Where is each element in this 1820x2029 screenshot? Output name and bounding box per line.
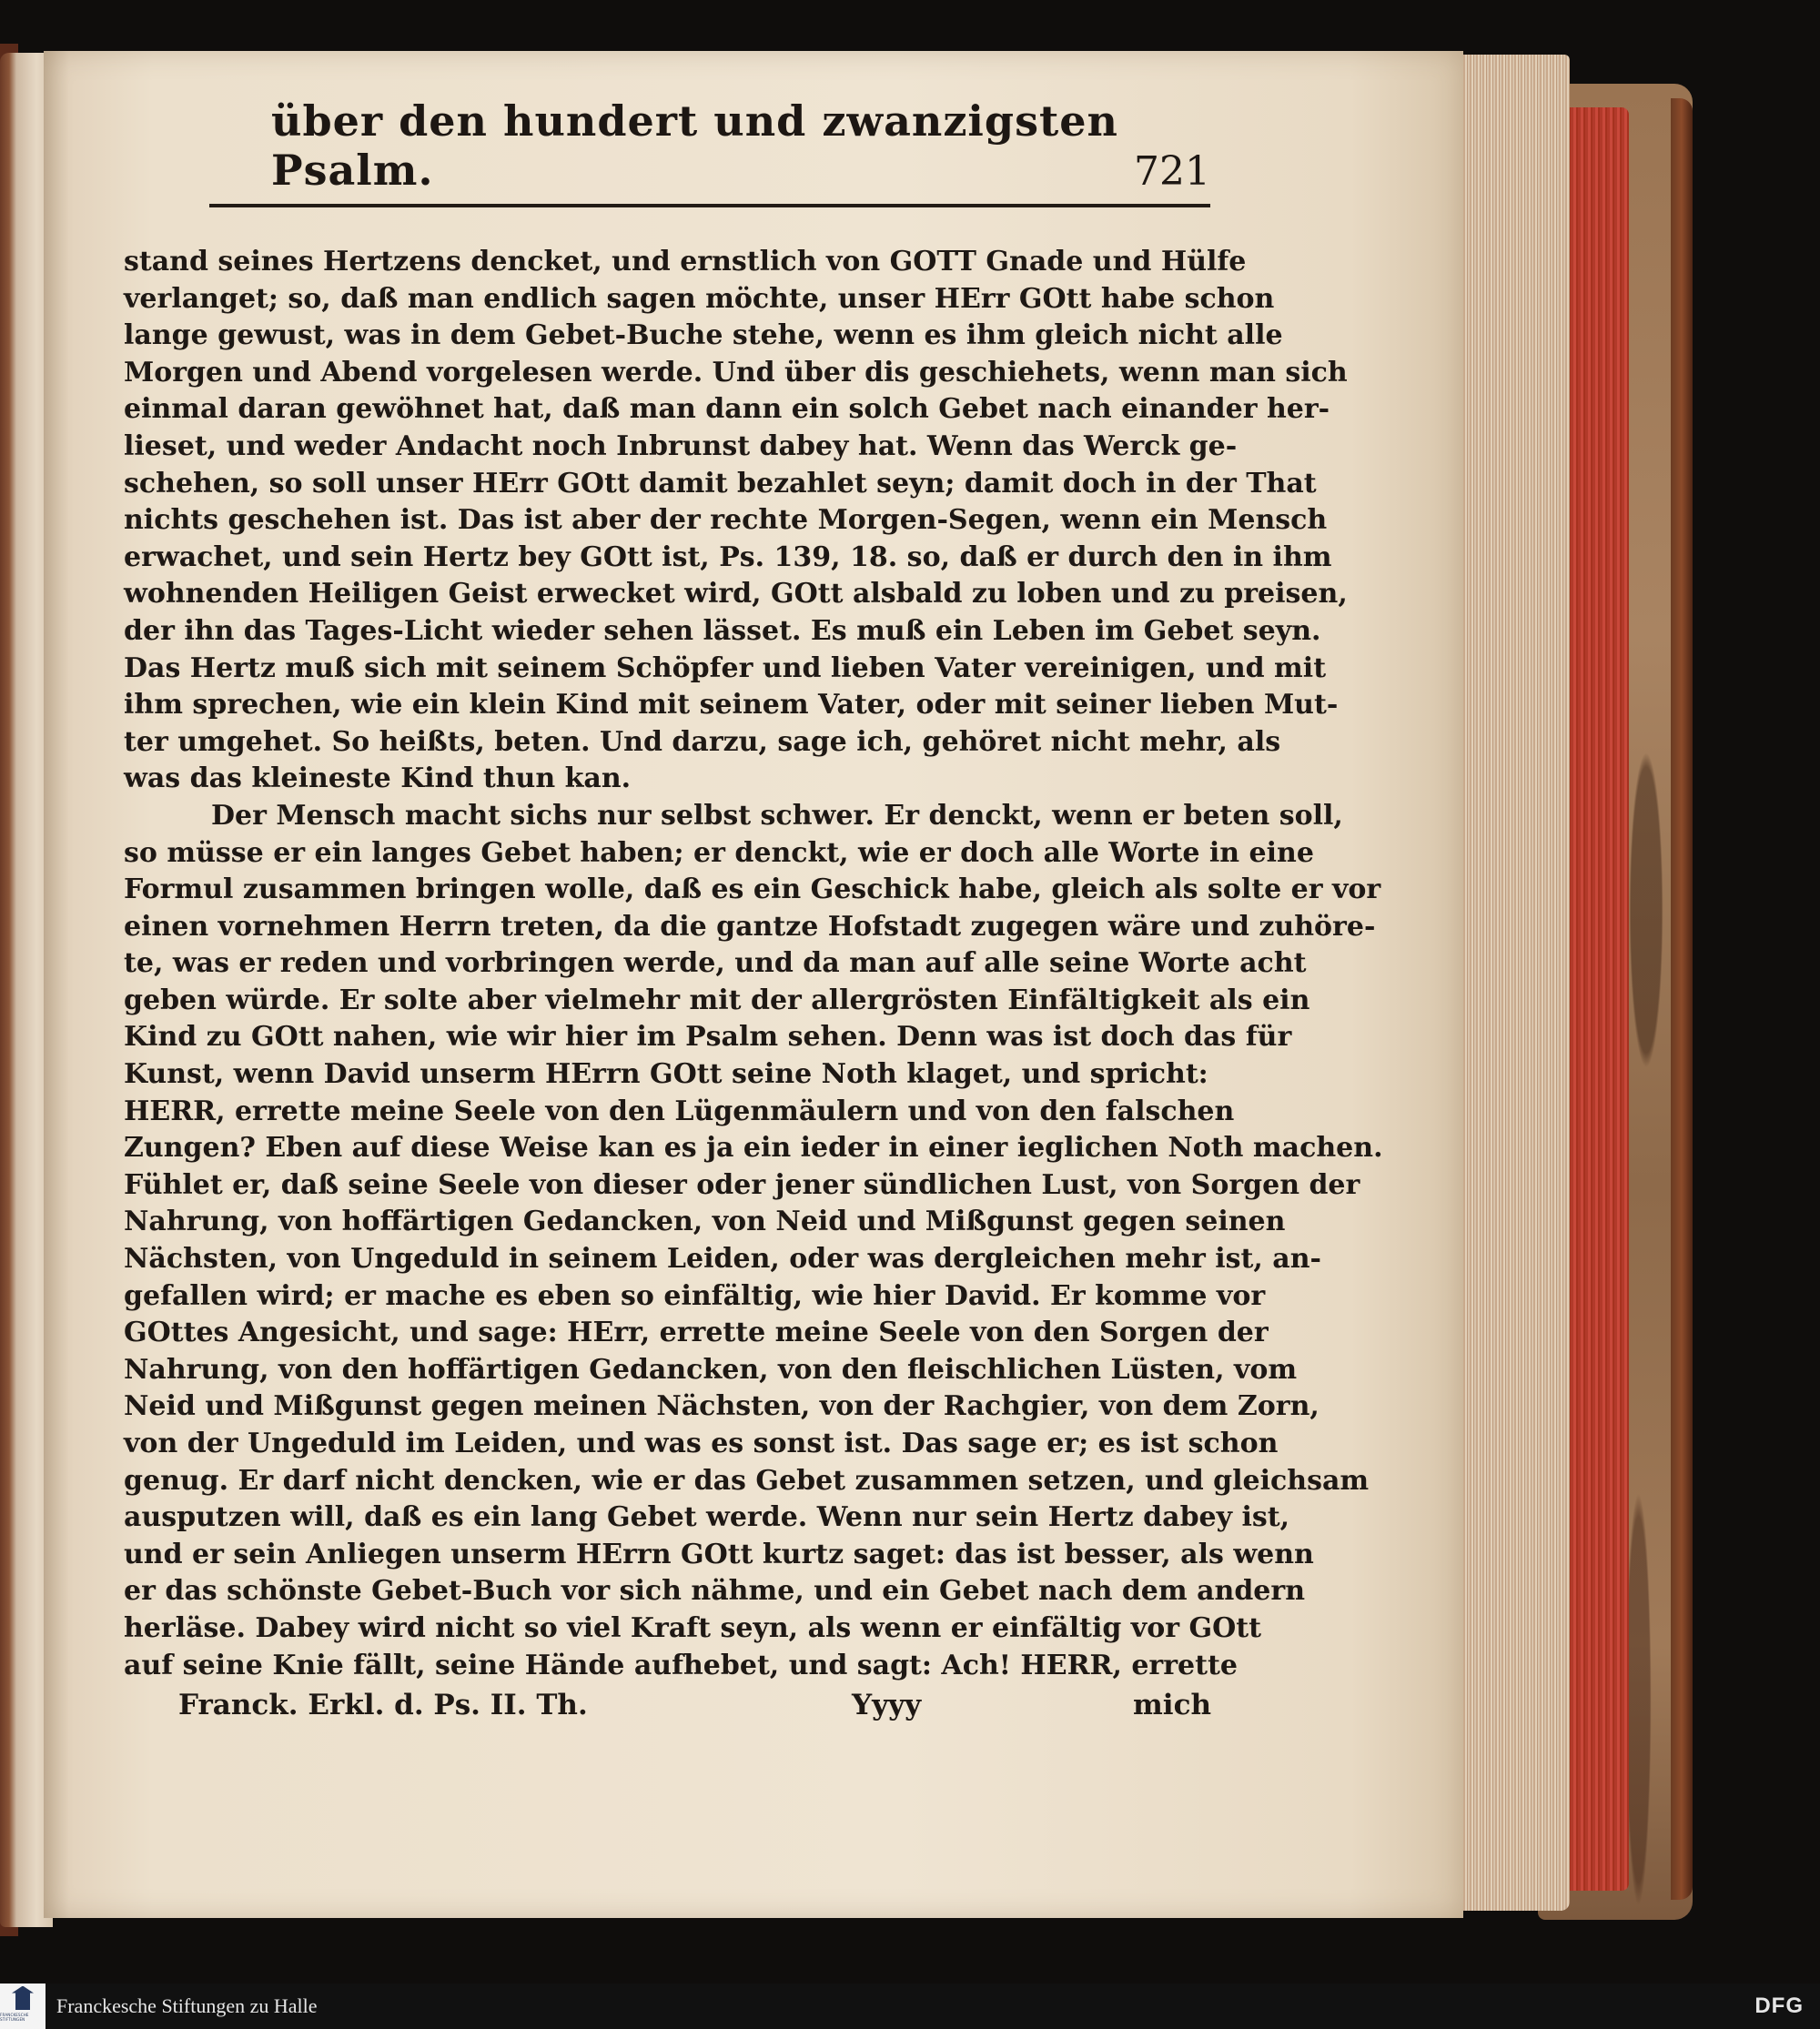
text-line: gefallen wird; er mache es eben so einfältig, wie hier David. Er komme vor: [124, 1279, 1266, 1312]
text-line: ausputzen will, daß es ein lang Gebet werde. Wenn nur sein Hertz dabey ist,: [124, 1501, 1290, 1534]
text-line: was das kleineste Kind thun kan.: [124, 762, 632, 795]
text-line: so müsse er ein langes Gebet haben; er denckt, wie er doch alle Worte in eine: [124, 836, 1314, 869]
text-line: geben würde. Er solte aber vielmehr mit der allergrösten Einfältigkeit als ein: [124, 984, 1310, 1016]
text-line: GOttes Angesicht, und sage: HErr, errette meine Seele von den Sorgen der: [124, 1317, 1269, 1349]
text-line: wohnenden Heiligen Geist erwecket wird, GOtt alsbald zu loben und zu preisen,: [124, 578, 1348, 611]
page-number: 721: [1134, 148, 1210, 195]
text-line: stand seines Hertzens dencket, und ernstlich von GOTT Gnade und Hülfe: [124, 246, 1247, 278]
red-page-edges: [1563, 107, 1629, 1891]
text-line: einen vornehmen Herrn treten, da die gantze Hofstadt zugegen wäre und zuhöre-: [124, 910, 1376, 943]
text-line: herläse. Dabey wird nicht so viel Kraft seyn, als wenn er einfältig vor GOtt: [124, 1611, 1261, 1644]
text-line: einmal daran gewöhnet hat, daß man dann ein solch Gebet nach einander her-: [124, 393, 1330, 426]
catchword: mich: [1133, 1689, 1211, 1721]
text-line: Das Hertz muß sich mit seinem Schöpfer und lieben Vater vereinigen, und mit: [124, 651, 1327, 684]
text-line: verlanget; so, daß man endlich sagen möchte, unser HErr GOtt habe schon: [124, 282, 1275, 315]
text-line: Fühlet er, daß seine Seele von dieser oder jener sündlichen Lust, von Sorgen der: [124, 1168, 1360, 1201]
text-line: schehen, so soll unser HErr GOtt damit bezahlet seyn; damit doch in der That: [124, 467, 1317, 500]
cover-edge: [1671, 98, 1693, 1900]
text-line: Kunst, wenn David unserm HErrn GOtt seine Noth klaget, und spricht:: [124, 1058, 1208, 1091]
page-header: [209, 96, 1210, 207]
text-line: genug. Er darf nicht dencken, wie er das Gebet zusammen setzen, und gleichsam: [124, 1464, 1370, 1497]
text-line: ter umgehet. So heißts, beten. Und darzu, sage ich, gehöret nicht mehr, als: [124, 725, 1281, 758]
text-line: Formul zusammen bringen wolle, daß es ein Geschick habe, gleich als solte er vor: [124, 873, 1381, 906]
text-line: Nahrung, von hoffärtigen Gedancken, von Neid und Mißgunst gegen seinen: [124, 1206, 1286, 1238]
text-line: lange gewust, was in dem Gebet-Buche stehe, wenn es ihm gleich nicht alle: [124, 319, 1283, 352]
signature-line: [178, 1689, 1211, 1721]
signature-mark: Yyyy: [852, 1689, 922, 1721]
text-line: auf seine Knie fällt, seine Hände aufhebet, und sagt: Ach! HERR, errette: [124, 1649, 1238, 1681]
institution-name[interactable]: Franckesche Stiftungen zu Halle: [56, 1994, 318, 2017]
text-line: HERR, errette meine Seele von den Lügenmäulern und von den falschen: [124, 1095, 1235, 1127]
text-line: lieset, und weder Andacht noch Inbrunst dabey hat. Wenn das Werck ge-: [124, 429, 1238, 462]
text-line: Zungen? Eben auf diese Weise kan es ja ein ieder in einer ieglichen Noth machen.: [124, 1132, 1383, 1165]
text-line: und er sein Anliegen unserm HErrn GOtt kurtz saget: das ist besser, als wenn: [124, 1538, 1314, 1570]
body-text: [124, 244, 1383, 1684]
text-line: von der Ungeduld im Leiden, und was es sonst ist. Das sage er; es ist schon: [124, 1428, 1279, 1459]
building-icon: [15, 1992, 30, 2010]
dfg-logo[interactable]: DFG: [1754, 1994, 1804, 2018]
text-line: Kind zu GOtt nahen, wie wir hier im Psalm sehen. Denn was ist doch das für: [124, 1021, 1292, 1054]
running-title: über den hundert und zwanzigsten Psalm.: [271, 96, 1118, 195]
viewer-footer: [0, 1984, 1820, 2029]
text-line: der ihn das Tages-Licht wieder sehen lässet. Es muß ein Leben im Gebet seyn.: [124, 614, 1321, 647]
text-line: Neid und Mißgunst gegen meinen Nächsten, von der Rachgier, von dem Zorn,: [124, 1390, 1320, 1423]
text-line: Nächsten, von Ungeduld in seinem Leiden, oder was dergleichen mehr ist, an-: [124, 1243, 1321, 1276]
text-line: Morgen und Abend vorgelesen werde. Und über dis geschiehets, wenn man sich: [124, 356, 1348, 389]
text-line: te, was er reden und vorbringen werde, und da man auf alle seine Worte acht: [124, 947, 1307, 980]
text-line: er das schönste Gebet-Buch vor sich nähme, und ein Gebet nach dem andern: [124, 1575, 1306, 1608]
signature: Franck. Erkl. d. Ps. II. Th.: [178, 1689, 588, 1721]
text-line: erwachet, und sein Hertz bey GOtt ist, Ps. 139, 18. so, daß er durch den in ihm: [124, 540, 1332, 573]
text-line: Der Mensch macht sichs nur selbst schwer. Er denckt, wenn er beten soll,: [211, 799, 1343, 832]
logo-caption: FRANCKESCHE STIFTUNGEN: [0, 2012, 29, 2022]
institution-logo[interactable]: [0, 1984, 46, 2029]
text-line: nichts geschehen ist. Das ist aber der rechte Morgen-Segen, wenn ein Mensch: [124, 504, 1328, 537]
text-line: ihm sprechen, wie ein klein Kind mit seinem Vater, oder mit seiner lieben Mut-: [124, 689, 1339, 722]
text-line: Nahrung, von den hoffärtigen Gedancken, von den fleischlichen Lüsten, vom: [124, 1353, 1298, 1386]
